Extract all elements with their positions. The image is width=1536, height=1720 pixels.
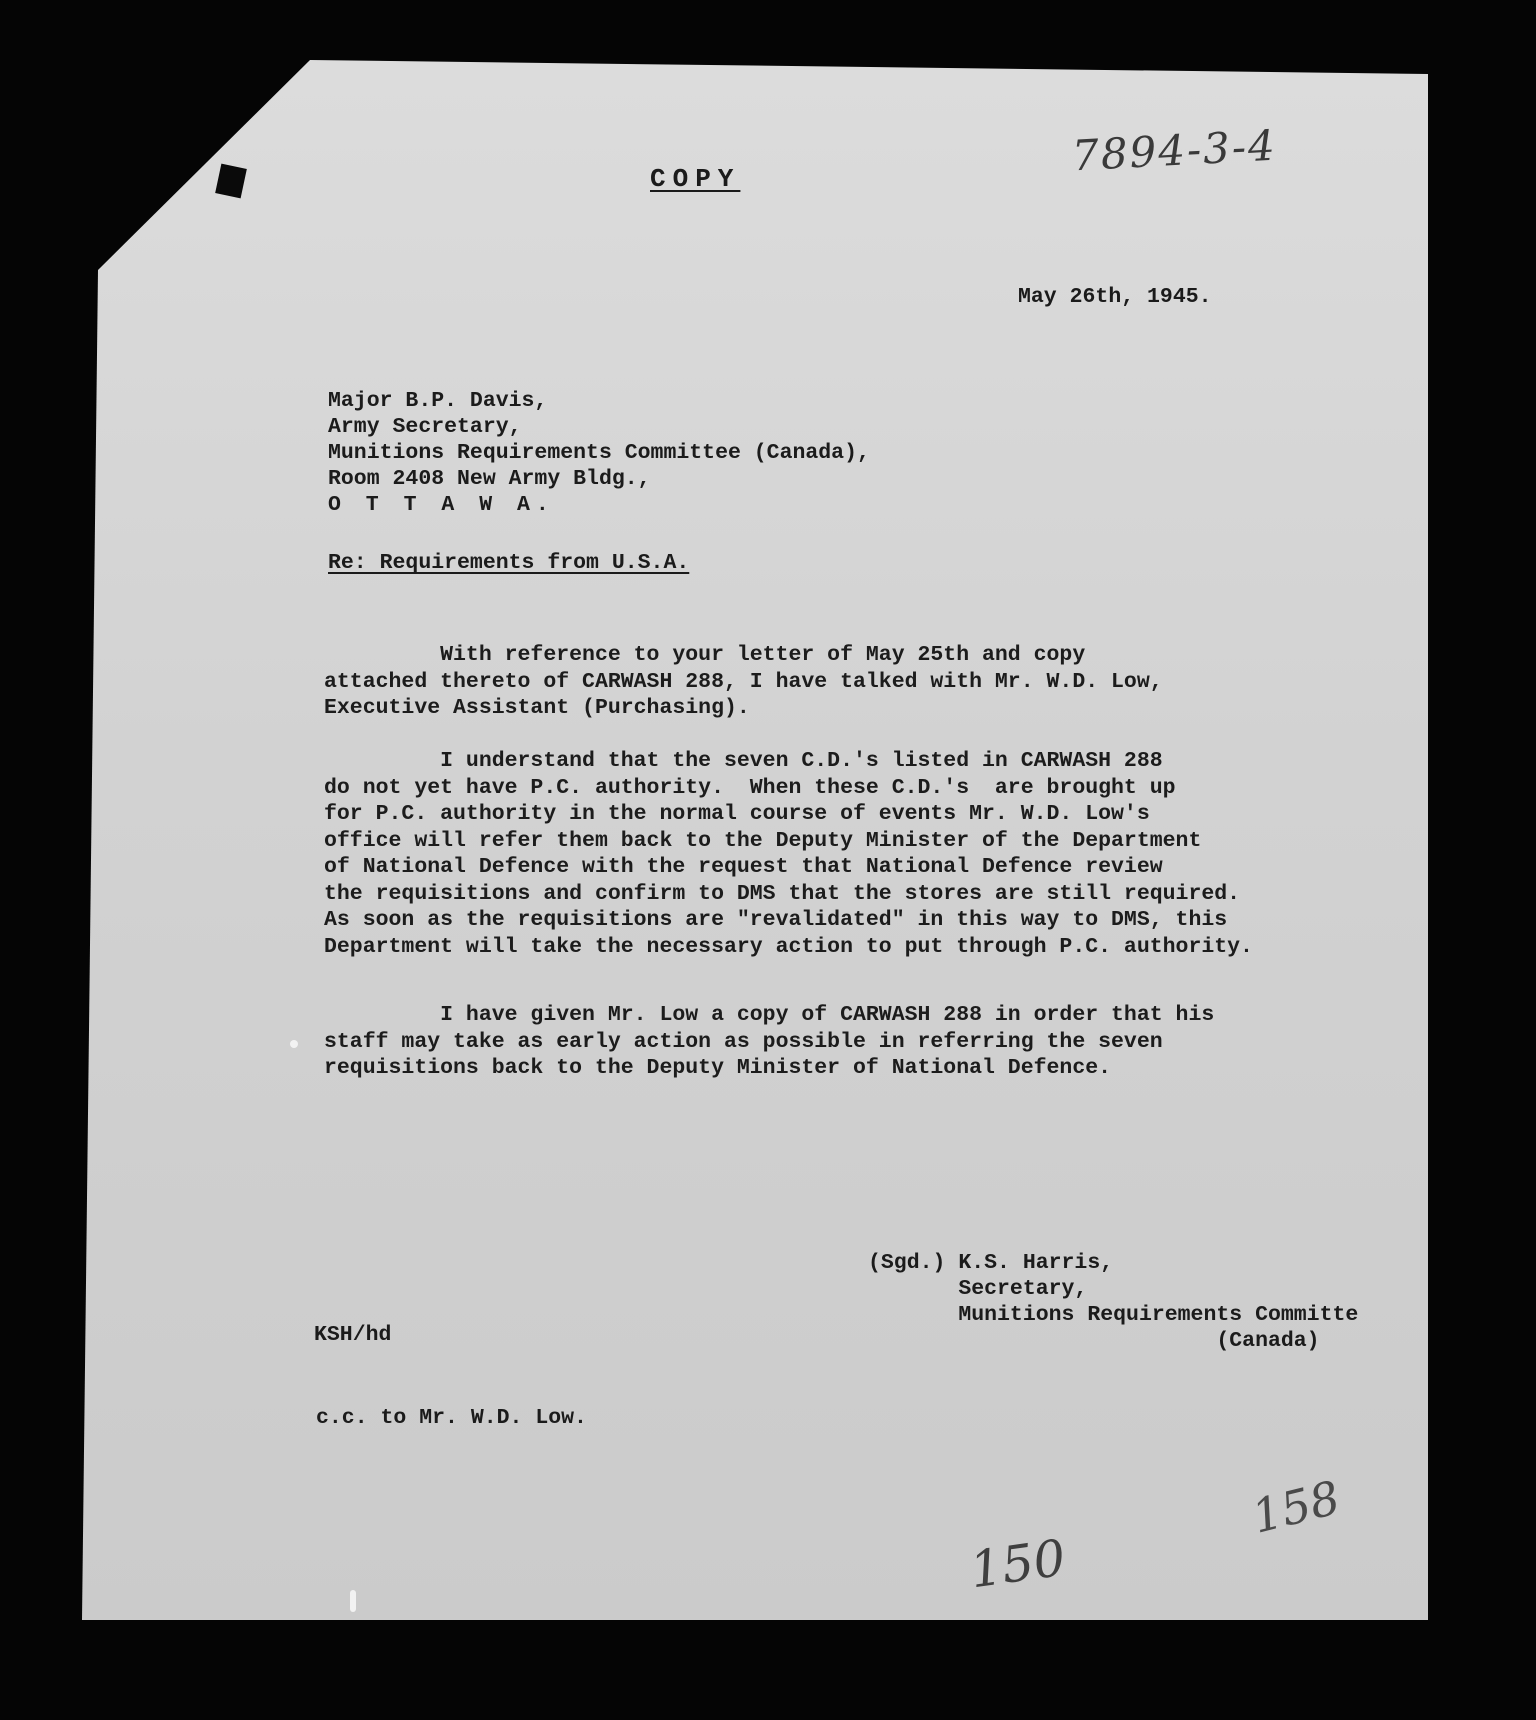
- addressee-line: Major B.P. Davis,: [328, 389, 548, 413]
- addressee-line: Army Secretary,: [328, 415, 522, 439]
- paragraph-line: With reference to your letter of May 25th and copy: [324, 643, 1086, 667]
- handwritten-page-number: 150: [966, 1528, 1070, 1600]
- signature-line: Munitions Requirements Committe: [868, 1303, 1359, 1327]
- paragraph-line: office will refer them back to the Deputy Minister of the Department: [324, 828, 1202, 853]
- paragraph-line: requisitions back to the Deputy Minister of National Defence.: [324, 1056, 1112, 1080]
- paragraph-line: of National Defence with the request that National Defence review: [324, 855, 1163, 879]
- signature-line: (Sgd.) K.S. Harris,: [868, 1251, 1114, 1275]
- paragraph-line: staff may take as early action as possible in referring the seven: [324, 1029, 1163, 1054]
- paragraph-line: I have given Mr. Low a copy of CARWASH 288 in order that his: [324, 1003, 1215, 1027]
- paragraph-line: for P.C. authority in the normal course of events Mr. W.D. Low's: [324, 802, 1150, 826]
- carbon-copy-line: c.c. to Mr. W.D. Low.: [316, 1406, 587, 1430]
- document-title: COPY: [650, 164, 741, 194]
- paragraph-3: [324, 1002, 1214, 1082]
- paragraph-line: do not yet have P.C. authority. When these C.D.'s are brought up: [324, 775, 1176, 800]
- addressee-line: Room 2408 New Army Bldg.,: [328, 467, 651, 491]
- paper-speck: [350, 1590, 356, 1612]
- handwritten-mark: 158: [1246, 1470, 1346, 1544]
- paragraph-line: I understand that the seven C.D.'s listed in CARWASH 288: [324, 749, 1163, 773]
- paragraph-2: [324, 748, 1253, 960]
- signature-line: Secretary,: [868, 1277, 1088, 1301]
- paragraph-line: Executive Assistant (Purchasing).: [324, 696, 750, 720]
- paragraph-line: attached thereto of CARWASH 288, I have talked with Mr. W.D. Low,: [324, 669, 1163, 694]
- typist-initials: KSH/hd: [314, 1323, 392, 1347]
- handwritten-reference: 7894-3-4: [1070, 120, 1278, 181]
- letter-date: May 26th, 1945.: [1018, 285, 1212, 309]
- addressee-line: O T T A W A.: [328, 493, 555, 517]
- addressee-line: Munitions Requirements Committee (Canada),: [328, 441, 870, 465]
- paragraph-line: Department will take the necessary action to put through P.C. authority.: [324, 934, 1253, 959]
- paragraph-1: [324, 642, 1163, 722]
- paragraph-line: As soon as the requisitions are "revalidated" in this way to DMS, this: [324, 908, 1228, 932]
- subject-line: Re: Requirements from U.S.A.: [328, 551, 690, 575]
- signature-line: (Canada): [868, 1329, 1320, 1353]
- paper-speck: [290, 1040, 298, 1048]
- paragraph-line: the requisitions and confirm to DMS that the stores are still required.: [324, 881, 1241, 906]
